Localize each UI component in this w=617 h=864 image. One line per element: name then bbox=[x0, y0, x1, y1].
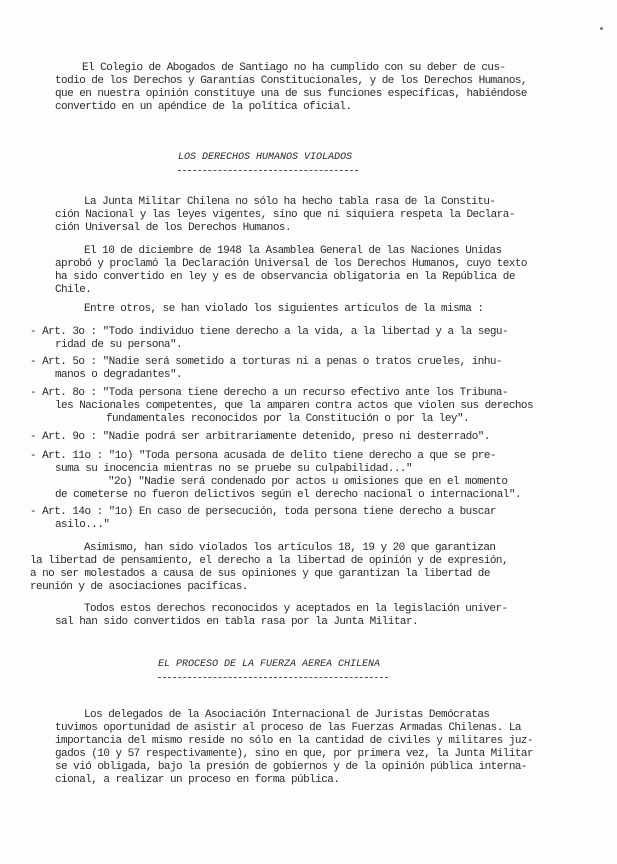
article-line: "2o) "Nadie será condenado por actos u omisiones que en el momento bbox=[108, 476, 508, 488]
paragraph-line: Asimismo, han sido violados los artículos 18, 19 y 20 que garantizan bbox=[84, 542, 496, 554]
article-line: manos o degradantes". bbox=[55, 369, 183, 381]
article-line: - Art. 3o : "Todo individuo tiene derecho a la vida, a la libertad y a la segu- bbox=[30, 326, 509, 338]
paragraph-line: ha sido convertido en ley y es de observancia obligatoria en la República de bbox=[55, 271, 515, 283]
paragraph-line: a no ser molestados a causa de sus opiniones y que garantizan la libertad de bbox=[30, 568, 490, 580]
paragraph-line: se vió obligada, bajo la presión de gobiernos y de la opinión pública interna- bbox=[55, 761, 527, 773]
heading-underline bbox=[178, 170, 358, 171]
paragraph-line: la libertad de pensamiento, el derecho a la libertad de opinión y de expresión, bbox=[30, 555, 509, 567]
paragraph-line: cional, a realizar un proceso en forma pública. bbox=[55, 774, 340, 786]
paragraph-line: ción Universal de los Derechos Humanos. bbox=[55, 222, 291, 234]
article-line: - Art. 14o : "1o) En caso de persecución, toda persona tiene derecho a buscar bbox=[30, 506, 496, 518]
article-line: les Nacionales competentes, que la amparen contra actos que violen sus derechos bbox=[55, 400, 534, 412]
section-heading-derechos: LOS DERECHOS HUMANOS VIOLADOS bbox=[178, 152, 353, 163]
paragraph-line: sal han sido convertidos en tabla rasa por la Junta Militar. bbox=[55, 616, 419, 628]
intro-line: convertido en un apéndice de la política oficial. bbox=[55, 101, 352, 113]
paragraph-line: Todos estos derechos reconocidos y aceptados en la legislación univer- bbox=[84, 603, 508, 615]
margin-mark bbox=[600, 27, 603, 30]
article-line: asilo..." bbox=[55, 519, 110, 531]
article-line: - Art. 11o : "1o) "Toda persona acusada de delito tiene derecho a que se pre- bbox=[30, 450, 496, 462]
paragraph-line: gados (10 y 57 respectivamente), sino en que, por primera vez, la Junta Militar bbox=[55, 748, 534, 760]
paragraph-line: El 10 de diciembre de 1948 la Asamblea General de las Naciones Unidas bbox=[84, 245, 502, 257]
paragraph-line: Los delegados de la Asociación Internacional de Juristas Demócratas bbox=[84, 709, 490, 721]
paragraph-line: reunión y de asociaciones pacíficas. bbox=[30, 581, 248, 593]
intro-line: que en nuestra opinión constituye una de sus funciones específicas, habiéndose bbox=[55, 88, 527, 100]
article-line: - Art. 9o : "Nadie podrá ser arbitrariamente detenido, preso ni desterrado". bbox=[30, 431, 490, 443]
article-line: - Art. 8o : "Toda persona tiene derecho a un recurso efectivo ante los Tribuna- bbox=[30, 387, 509, 399]
paragraph-line: La Junta Militar Chilena no sólo ha hecho tabla rasa de la Constitu- bbox=[84, 196, 496, 208]
intro-line: todio de los Derechos y Garantías Constitucionales, y de los Derechos Humanos, bbox=[55, 75, 527, 87]
paragraph-line: ción Nacional y las leyes vigentes, sino que ni siquiera respeta la Declara- bbox=[55, 209, 515, 221]
article-line: fundamentales reconocidos por la Constitución o por la ley". bbox=[106, 413, 470, 425]
paragraph-line: importancia del mismo reside no sólo en la cantidad de civiles y militares juz- bbox=[55, 735, 534, 747]
paragraph-line: Chile. bbox=[55, 284, 92, 296]
article-line: ridad de su persona". bbox=[55, 339, 183, 351]
article-line: - Art. 5o : "Nadie será sometido a torturas ni a penas o tratos crueles, inhu- bbox=[30, 356, 502, 368]
heading-underline bbox=[158, 677, 388, 678]
intro-line: El Colegio de Abogados de Santiago no ha cumplido con su deber de cus- bbox=[82, 62, 506, 74]
paragraph-line: aprobó y proclamó la Declaración Universal de los Derechos Humanos, cuyo texto bbox=[55, 258, 527, 270]
article-line: de cometerse no fueron delictivos según el derecho nacional o internacional". bbox=[55, 489, 521, 501]
section-heading-proceso: EL PROCESO DE LA FUERZA AEREA CHILENA bbox=[158, 659, 381, 670]
paragraph-line: Entre otros, se han violado los siguientes artículos de la misma : bbox=[84, 303, 484, 315]
article-line: suma su inocencia mientras no se pruebe su culpabilidad..." bbox=[55, 463, 413, 475]
paragraph-line: tuvimos oportunidad de asistir al proceso de las Fuerzas Armadas Chilenas. La bbox=[55, 722, 521, 734]
